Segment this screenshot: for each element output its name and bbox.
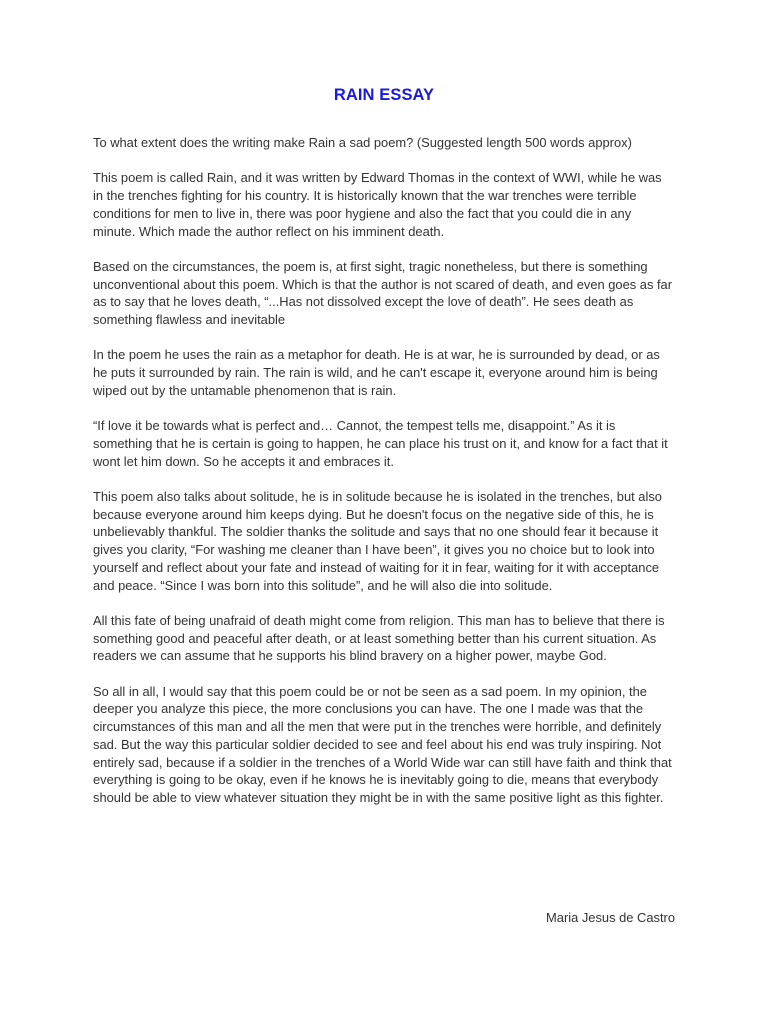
paragraph-7: So all in all, I would say that this poem could be or not be seen as a sad poem. In my opinion, the deeper you analyze this piece, the more conclusions you can have. The one I made was that the circumstances of this man and all the men that were put in the trenches were horrible, and definitely sad. But the way this particular soldier decided to see and feel about his end was truly inspiring. Not entirely sad, because if a soldier in the trenches of a World Wide war can still have faith and think that everything is going to be okay, even if he knows he is inevitably going to die, means that everybody should be able to view whatever situation they might be in with the same positive light as this fighter.: [93, 683, 672, 805]
paragraph-3: In the poem he uses the rain as a metaphor for death. He is at war, he is surrounded by dead, or as he puts it surrounded by rain. The rain is wild, and he can't escape it, everyone around him is being wiped out by the untamable phenomenon that is rain.: [93, 347, 660, 398]
essay-body: [93, 134, 675, 824]
paragraph-4: “If love it be towards what is perfect and… Cannot, the tempest tells me, disappoint.” As it is something that he is certain is going to happen, he can place his trust on it, and know for a fact that it wont let him down. So he accepts it and embraces it.: [93, 418, 668, 469]
paragraph-1: This poem is called Rain, and it was written by Edward Thomas in the context of WWI, while he was in the trenches fighting for his country. It is historically known that the war trenches were terrible conditions for men to live in, there was poor hygiene and also the fact that you could die in any minute. Which made the author reflect on his imminent death.: [93, 170, 662, 239]
paragraph-2: Based on the circumstances, the poem is, at first sight, tragic nonetheless, but there is something unconventional about this poem. Which is that the author is not scared of death, and even goes as far as to say that he loves death, “...Has not dissolved except the love of death”. He sees death as something flawless and inevitable: [93, 258, 673, 327]
document-title: RAIN ESSAY: [333, 86, 435, 104]
author-signature: Maria Jesus de Castro: [546, 910, 675, 925]
paragraph-5: This poem also talks about solitude, he is in solitude because he is isolated in the trenches, but also because everyone around him keeps dying. But he doesn't focus on the negative side of this, he is unbelievably thankful. The soldier thanks the solitude and says that no one should fear it because it gives you clarity, “For washing me cleaner than I have been”, it gives you no choice but to look into yourself and reflect about your fate and instead of waiting for it in fear, waiting for it with acceptance and peace. “Since I was born into this solitude”, and he will also die into solitude.: [93, 488, 662, 593]
essay-question: To what extent does the writing make Rain a sad poem? (Suggested length 500 words approx): [93, 135, 632, 150]
paragraph-6: All this fate of being unafraid of death might come from religion. This man has to believe that there is something good and peaceful after death, or at least something better than his current situation. As readers we can assume that he supports his blind bravery on a higher power, maybe God.: [93, 612, 665, 664]
